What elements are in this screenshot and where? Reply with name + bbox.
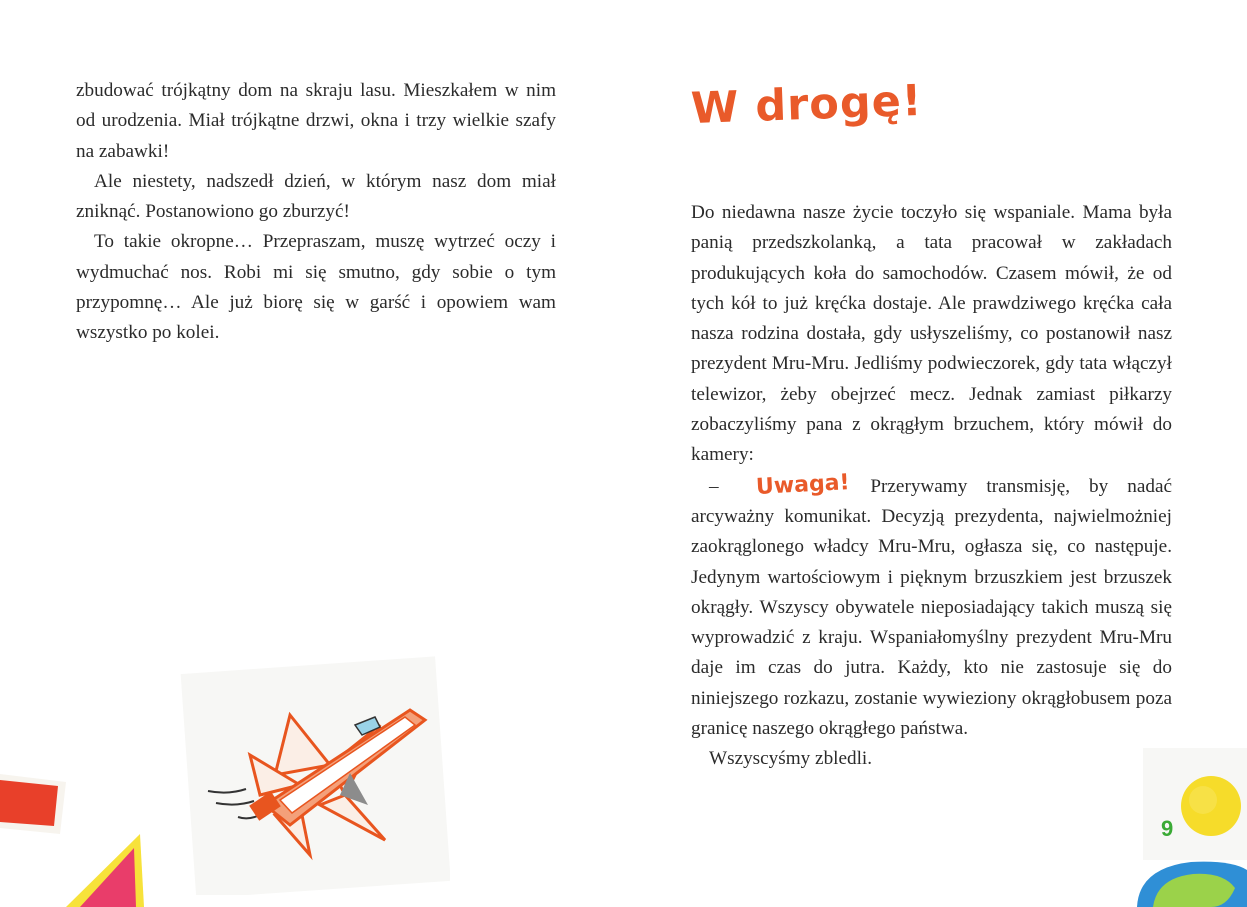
left-paragraph-2: Ale niestety, nadszedł dzień, w którym nasz dom miał zniknąć. Postanowiono go zburzyć! [76, 170, 556, 223]
green-leaf-icon [1131, 858, 1247, 907]
left-paragraph-1: zbudować trójkątny dom na skraju lasu. Mieszkałem w nim od urodzenia. Miał trójkątne drzwi, okna i trzy wielkie szafy na zabawki! [76, 80, 556, 162]
right-paragraph-3: Wszyscyśmy zbledli. [709, 748, 873, 770]
right-page [623, 0, 1247, 907]
dash: – [709, 475, 719, 497]
triangle-icon [62, 830, 148, 907]
chapter-title: W drogę! [690, 75, 924, 134]
left-paragraph-3: To takie okropne… Przepraszam, muszę wytrzeć oczy i wydmuchać nos. Robi mi się smutno, gdy sobie o tym przypomnę… Ale już biorę się w garść i opowiem wam wszystko po kolei. [76, 231, 556, 344]
announcement-text: Przerywamy transmisję, by nadać arcyważny komunikat. Decyzją prezydenta, najwielmożniej zaokrąglonego władcy Mru-Mru, ogłasza się, co następuje. Jedynym wartościowym i pięknym brzuszkiem jest brzuszek okrągły. Wszyscy obywatele nieposiadający takich muszą się wyprowadzić z kraju. Wspaniałomyślny prezydent Mru-Mru daje im czas do jutra. Każdy, kto nie zastosuje się do niniejszego rozkazu, zostanie wywieziony okrągłobusem poza granicę naszego okrągłego państwa. [691, 475, 1173, 740]
page-number: 9 [1161, 816, 1174, 841]
red-square-icon [0, 768, 72, 838]
right-paragraph-announcement [691, 471, 1172, 745]
left-page [0, 0, 623, 907]
uwaga-label: Uwaga! [755, 469, 850, 500]
right-paragraph-1: Do niedawna nasze życie toczyło się wspaniale. Mama była panią przedszkolanką, a tata pracował w zakładach produkujących koła do samochodów. Czasem mówił, że od tych kół to już kręćka dostaje. Ale prawdziwego kręćka cała nasza rodzina dostała, gdy usłyszeliśmy, co postanowił nasz prezydent Mru-Mru. Jedliśmy podwieczorek, gdy tata włączył telewizor, żeby obejrzeć mecz. Jednak zamiast piłkarzy zobaczyliśmy pana z okrągłym brzuchem, który mówił do kamery: [691, 202, 1172, 466]
right-page-text [691, 198, 1172, 775]
jet-plane-icon [180, 655, 450, 895]
left-page-text [76, 76, 556, 349]
yellow-circle-icon [1143, 748, 1247, 860]
